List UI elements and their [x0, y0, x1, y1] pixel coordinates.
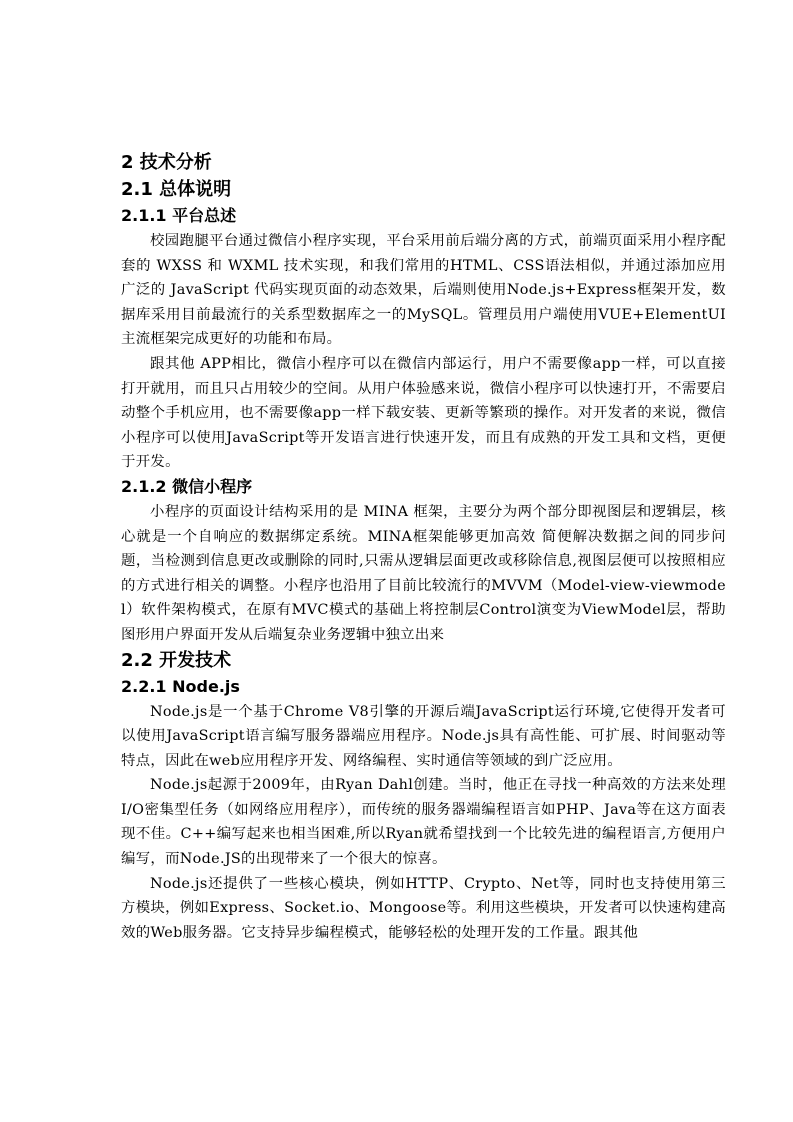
heading-platform-overview: 2.1.1 平台总述: [121, 206, 237, 225]
document-page: [121, 150, 726, 945]
paragraph-platform-overview-2: 跟其他 APP相比，微信小程序可以在微信内部运行，用户不需要像app一样，可以直接打开就用，而且只占用较少的空间。从用户体验感来说，微信小程序可以快速打开，不需要启动整个手机应用，也不需要像app一样下载安装、更新等繁琐的操作。对开发者的来说，微信小程序可以使用JavaScript等开发语言进行快速开发，而且有成熟的开发工具和文档，更便于开发。: [121, 355, 726, 471]
heading-overall-description: 2.1 总体说明: [121, 179, 232, 200]
paragraph-wechat-mini-program: 小程序的页面设计结构采用的是 MINA 框架，主要分为两个部分即视图层和逻辑层，核心就是一个自响应的数据绑定系统。MINA框架能够更加高效 简便解决数据之间的同步问题，当检测到信息更改或删除的同时,只需从逻辑层面更改或移除信息,视图层便可以按照相应的方式进行相关的调整。小程序也沿用了目前比较流行的MVVM（Model-view-viewmodel）软件架构模式，在原有MVC模式的基础上将控制层Control演变为ViewModel层，帮助图形用户界面开发从后端复杂业务逻辑中独立出来: [121, 503, 726, 643]
heading-wechat-mini-program: 2.1.2 微信小程序: [121, 476, 253, 496]
paragraph-nodejs-2: Node.js起源于2009年，由Ryan Dahl创建。当时，他正在寻找一种高效的方法来处理I/O密集型任务（如网络应用程序），而传统的服务器端编程语言如PHP、Java等在这方面表现不佳。C++编写起来也相当困难,所以Ryan就希望找到一个比较先进的编程语言,方便用户编写，而Node.JS的出现带来了一个很大的惊喜。: [121, 777, 726, 868]
paragraph-nodejs-3: Node.js还提供了一些核心模块，例如HTTP、Crypto、Net等，同时也支持使用第三方模块，例如Express、Socket.io、Mongoose等。利用这些模块，开发者可以快速构建高效的Web服务器。它支持异步编程模式，能够轻松的处理开发的工作量。跟其他: [121, 875, 726, 941]
heading-nodejs: 2.2.1 Node.js: [121, 676, 240, 696]
paragraph-platform-overview-1: 校园跑腿平台通过微信小程序实现，平台采用前后端分离的方式，前端页面采用小程序配套的 WXSS 和 WXML 技术实现，和我们常用的HTML、CSS语法相似，并通过添加应用广泛的 JavaScript 代码实现页面的动态效果，后端则使用Node.js+Express框架开发，数据库采用目前最流行的关系型数据库之一的MySQL。管理员用户端使用VUE+ElementUI主流框架完成更好的功能和布局。: [121, 233, 726, 348]
heading-development-technology: 2.2 开发技术: [121, 649, 232, 671]
paragraph-nodejs-1: Node.js是一个基于Chrome V8引擎的开源后端JavaScript运行环境,它使得开发者可以使用JavaScript语言编写服务器端应用程序。Node.js具有高性能、可扩展、时间驱动等特点，因此在web应用程序开发、网络编程、实时通信等领域的到广泛应用。: [121, 703, 726, 769]
heading-technical-analysis: 2 技术分析: [121, 152, 212, 173]
